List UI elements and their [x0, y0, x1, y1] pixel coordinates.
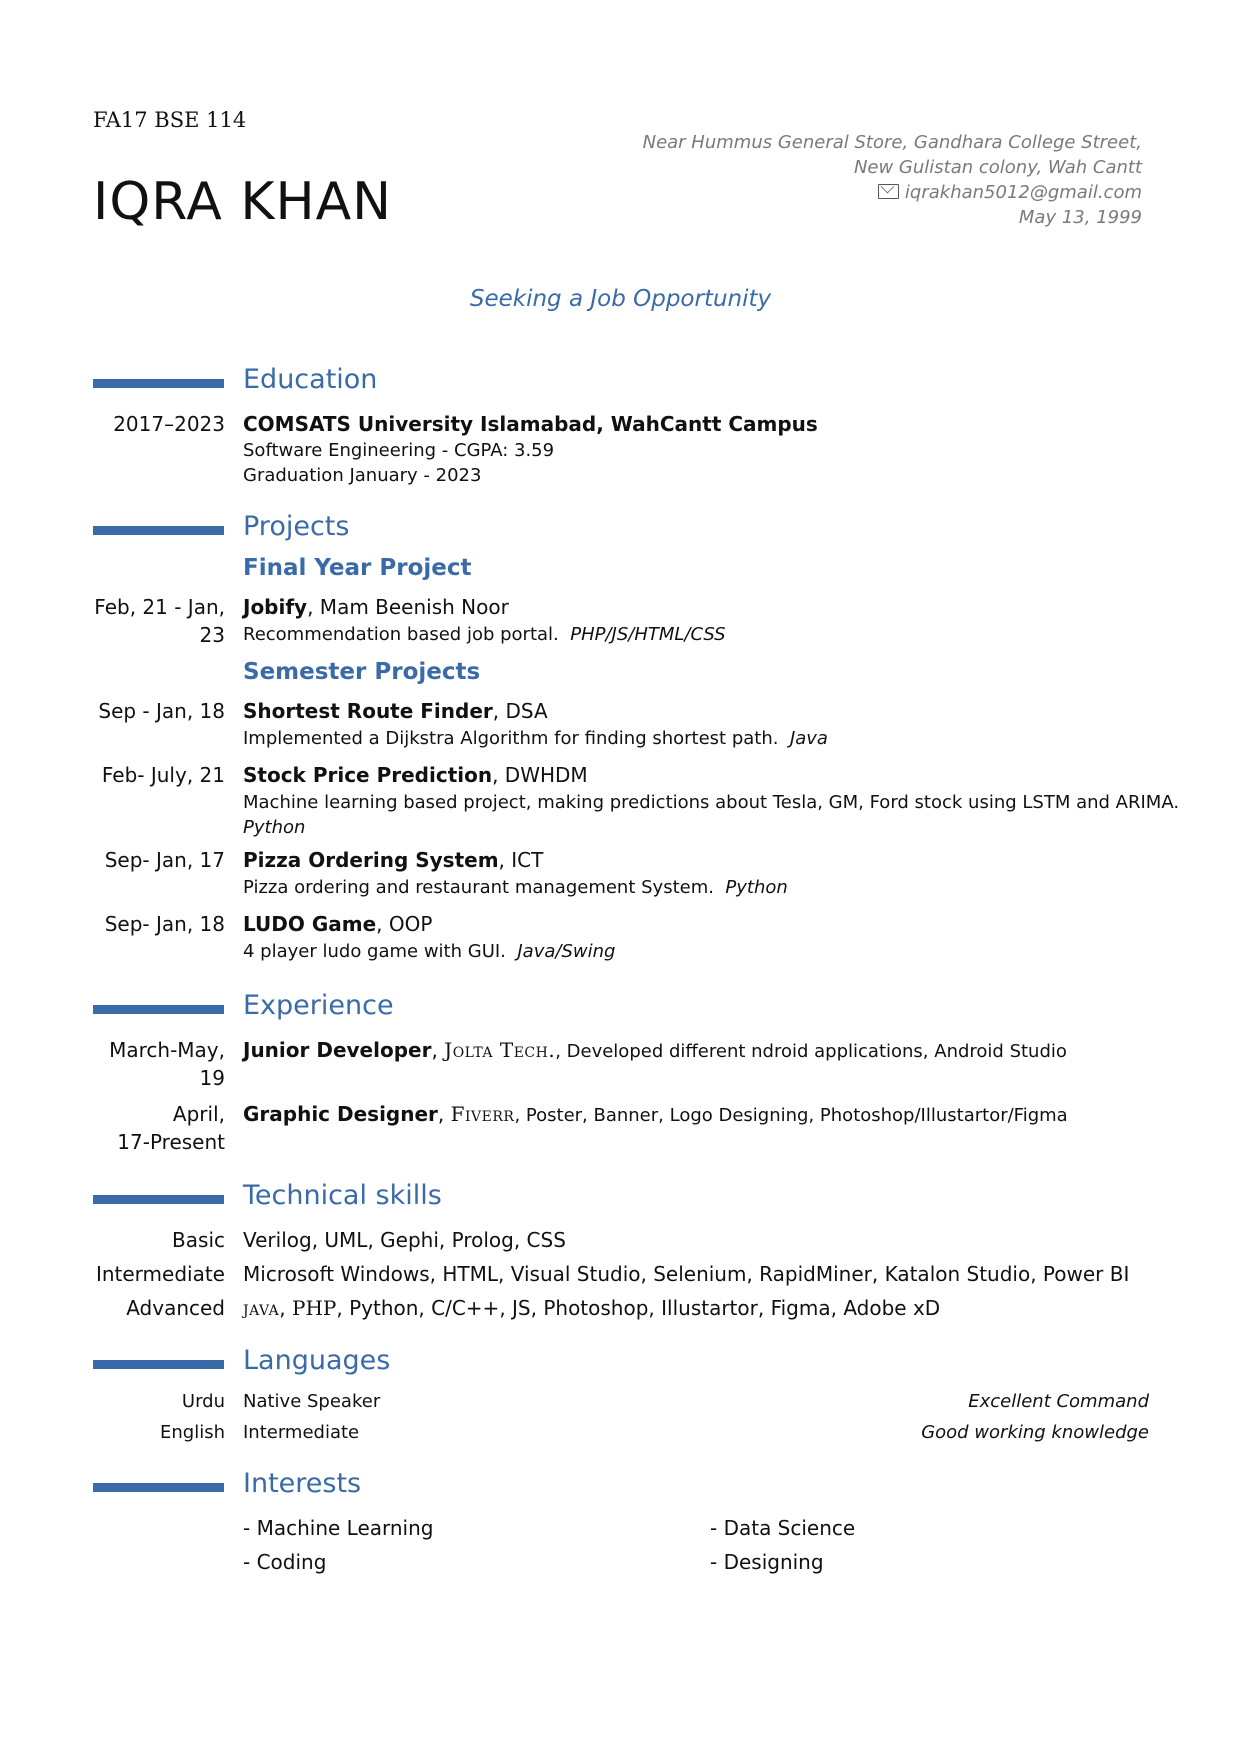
- section-bar: [93, 1360, 224, 1369]
- company-name: Jolta Tech.: [444, 1038, 556, 1062]
- project-course: , OOP: [376, 912, 433, 936]
- entry-date: March-May, 19: [109, 1038, 225, 1090]
- address-line-2: New Gulistan colony, Wah Cantt: [853, 157, 1142, 178]
- degree-line: Software Engineering - CGPA: 3.59: [243, 440, 555, 461]
- entry-date: April, 17-Present: [117, 1102, 225, 1154]
- language-note: Good working knowledge: [921, 1422, 1149, 1443]
- section-title: Languages: [243, 1345, 391, 1376]
- project-description: Pizza ordering and restaurant management System. Python: [243, 877, 788, 898]
- project-name: Pizza Ordering System: [243, 848, 499, 872]
- skill-list: Verilog, UML, Gephi, Prolog, CSS: [243, 1228, 566, 1252]
- section-bar: [93, 1005, 224, 1014]
- skill-level: Advanced: [126, 1296, 225, 1320]
- entry-date: Sep- Jan, 17: [104, 848, 225, 872]
- project-name: LUDO Game: [243, 912, 377, 936]
- project-description: Recommendation based job portal. PHP/JS/HTML/CSS: [243, 624, 726, 645]
- entry-body: [243, 846, 788, 900]
- skill-list: java, PHP, Python, C/C++, JS, Photoshop, Illustartor, Figma, Adobe xD: [243, 1296, 941, 1320]
- job-details: , Developed different ndroid applications, Android Studio: [555, 1041, 1067, 1062]
- entry-body: [243, 593, 726, 647]
- skill-level: Basic: [172, 1228, 225, 1252]
- final-year-project-heading: Final Year Project: [243, 555, 472, 581]
- semester-projects-heading: Semester Projects: [243, 659, 481, 685]
- interest-item: - Designing: [710, 1550, 824, 1574]
- language-name: Urdu: [181, 1391, 225, 1412]
- section-bar: [93, 1195, 224, 1204]
- skill-list: Microsoft Windows, HTML, Visual Studio, Selenium, RapidMiner, Katalon Studio, Power BI: [243, 1262, 1130, 1286]
- project-description: Implemented a Dijkstra Algorithm for finding shortest path. Java: [243, 728, 828, 749]
- interest-item: - Data Science: [710, 1516, 856, 1540]
- skill-level: Intermediate: [95, 1262, 225, 1286]
- project-name: Shortest Route Finder: [243, 699, 493, 723]
- section-title: Interests: [243, 1468, 362, 1499]
- email-row: [643, 180, 1142, 205]
- section-bar: [93, 1483, 224, 1492]
- interest-item: - Coding: [243, 1550, 327, 1574]
- project-course: , ICT: [498, 848, 544, 872]
- candidate-name: IQRA KHAN: [93, 172, 393, 232]
- section-bar: [93, 379, 224, 388]
- section-title: Projects: [243, 511, 350, 542]
- language-note: Excellent Command: [968, 1391, 1149, 1412]
- company-name: Fiverr: [450, 1102, 515, 1126]
- project-description: Machine learning based project, making predictions about Tesla, GM, Ford stock using LSTM and ARIMA.: [243, 792, 1180, 813]
- entry-body: [243, 910, 615, 964]
- entry-date: Feb, 21 - Jan, 23: [94, 595, 225, 647]
- entry-date: Feb- July, 21: [101, 763, 225, 787]
- entry-body: Junior Developer, Jolta Tech., Developed different ndroid applications, Android Studio: [243, 1038, 1067, 1062]
- job-role: Graphic Designer: [243, 1102, 438, 1126]
- language-level: Native Speaker: [243, 1391, 381, 1412]
- tagline: Seeking a Job Opportunity: [469, 286, 772, 312]
- email-link[interactable]: iqrakhan5012@gmail.com: [904, 182, 1142, 203]
- section-title: Education: [243, 364, 378, 395]
- project-course: , DWHDM: [492, 763, 588, 787]
- entry-body: [243, 697, 828, 751]
- entry-date: 2017–2023: [113, 412, 225, 436]
- project-description: 4 player ludo game with GUI. Java/Swing: [243, 941, 616, 962]
- project-tech: Python: [243, 817, 306, 838]
- section-title: Technical skills: [243, 1180, 442, 1211]
- entry-date: Sep - Jan, 18: [98, 699, 225, 723]
- entry-date: Sep- Jan, 18: [104, 912, 225, 936]
- project-name: Jobify: [243, 595, 308, 619]
- language-level: Intermediate: [243, 1422, 360, 1443]
- graduation-line: Graduation January - 2023: [243, 465, 482, 486]
- date-of-birth: May 13, 1999: [1018, 207, 1142, 228]
- language-name: English: [160, 1422, 225, 1443]
- section-title: Experience: [243, 990, 394, 1021]
- address-line-1: Near Hummus General Store, Gandhara College Street,: [642, 132, 1142, 153]
- entry-body: [243, 410, 818, 488]
- contact-block: [643, 130, 1142, 230]
- section-bar: [93, 526, 224, 535]
- student-id: FA17 BSE 114: [93, 108, 247, 132]
- project-name: Stock Price Prediction: [243, 763, 493, 787]
- envelope-icon: [878, 184, 899, 199]
- entry-body: [243, 761, 1179, 840]
- project-course: , DSA: [492, 699, 548, 723]
- institution-name: COMSATS University Islamabad, WahCantt Campus: [243, 412, 818, 436]
- entry-body: Graphic Designer, Fiverr, Poster, Banner, Logo Designing, Photoshop/Illustartor/Figma: [243, 1102, 1068, 1126]
- job-role: Junior Developer: [243, 1038, 432, 1062]
- project-supervisor: , Mam Beenish Noor: [307, 595, 509, 619]
- interest-item: - Machine Learning: [243, 1516, 434, 1540]
- job-details: , Poster, Banner, Logo Designing, Photoshop/Illustartor/Figma: [514, 1105, 1068, 1126]
